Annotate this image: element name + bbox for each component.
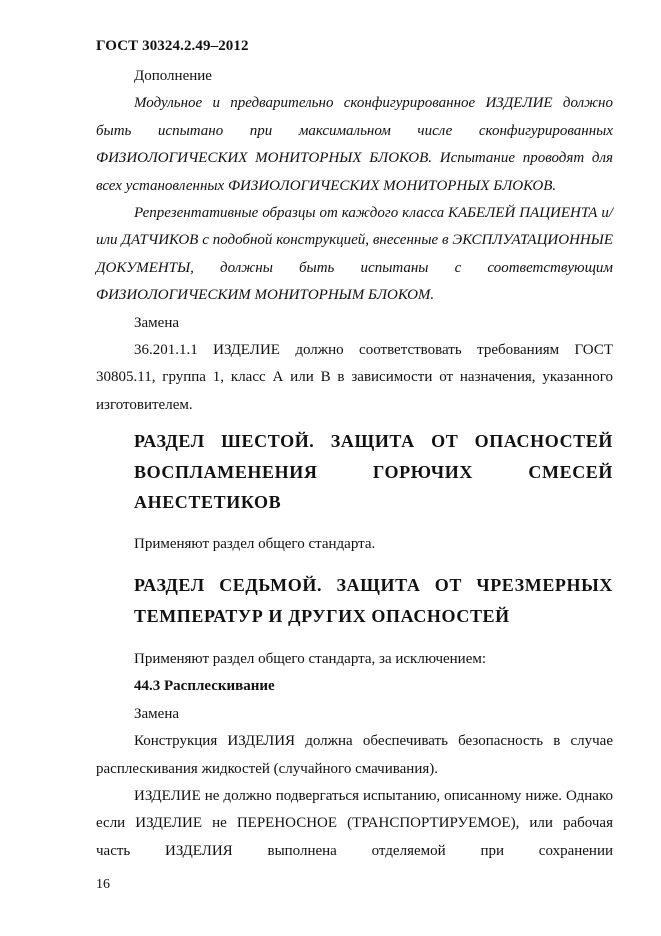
addition-paragraph-1: Модульное и предварительно сконфигурированное ИЗДЕЛИЕ должно быть испытано при максимальном числе сконфигурированных ФИЗИОЛОГИЧЕСКИХ МОНИТОРНЫХ БЛОКОВ. Испытание проводят для всех установленных ФИЗИОЛОГИЧЕСКИХ МОНИТОРНЫХ БЛОКОВ. <box>96 95 613 194</box>
section-seven-heading <box>134 570 613 631</box>
clause-block <box>96 646 613 865</box>
replacement-paragraph: 36.201.1.1 ИЗДЕЛИЕ должно соответствовать требованиям ГОСТ 30805.11, группа 1, класс А или В в зависимости от назначения, указанного изготовителем. <box>96 342 613 413</box>
section-six-heading <box>134 426 613 518</box>
section-seven-line-2: ТЕМПЕРАТУР И ДРУГИХ ОПАСНОСТЕЙ <box>134 605 510 626</box>
section-six-note: Применяют раздел общего стандарта. <box>134 536 376 552</box>
section-six-line-1: РАЗДЕЛ ШЕСТОЙ. ЗАЩИТА ОТ ОПАСНОСТЕЙ <box>134 431 613 451</box>
addition-label: Дополнение <box>134 68 212 84</box>
page-number: 16 <box>96 877 110 892</box>
section-six-note-block <box>96 531 613 558</box>
replacement-label: Замена <box>134 314 180 331</box>
addition-block <box>96 63 613 419</box>
clause-replacement-label: Замена <box>134 705 180 722</box>
section-seven-line-1: РАЗДЕЛ СЕДЬМОЙ. ЗАЩИТА ОТ ЧРЕЗМЕРНЫХ <box>134 575 613 595</box>
clause-title: 44.3 Расплескивание <box>134 678 275 695</box>
addition-paragraph-2: Репрезентативные образцы от каждого класса КАБЕЛЕЙ ПАЦИЕНТА и/или ДАТЧИКОВ с подобной конструкцией, внесенные в ЭКСПЛУАТАЦИОННЫЕ ДОКУМЕНТЫ, должны быть испытаны с соответствующим ФИЗИОЛОГИЧЕСКИМ МОНИТОРНЫМ БЛОКОМ. <box>96 205 613 304</box>
clause-paragraph-1: Конструкция ИЗДЕЛИЯ должна обеспечивать безопасность в случае расплескивания жидкостей (случайного смачивания). <box>96 733 613 777</box>
document-header: ГОСТ 30324.2.49–2012 <box>96 38 249 54</box>
section-six-line-2: ВОСПЛАМЕНЕНИЯ ГОРЮЧИХ СМЕСЕЙ <box>134 461 613 482</box>
clause-paragraph-2: ИЗДЕЛИЕ не должно подвергаться испытанию, описанному ниже. Однако если ИЗДЕЛИЕ не ПЕРЕНОСНОЕ (ТРАНСПОРТИРУЕМОЕ), или рабочая часть ИЗДЕЛИЯ выполнена отделяемой при сохранении <box>96 788 613 859</box>
section-seven-note: Применяют раздел общего стандарта, за исключением: <box>134 651 487 667</box>
section-six-line-3: АНЕСТЕТИКОВ <box>134 492 282 512</box>
